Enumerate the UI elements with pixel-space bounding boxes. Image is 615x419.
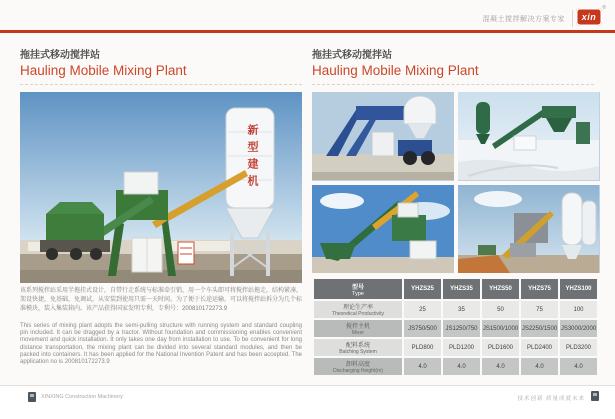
spec-cell: 4.0 bbox=[443, 358, 480, 375]
photo-gray-plant-silos bbox=[458, 185, 600, 274]
footer-company-name: XINXING Construction Machinery bbox=[41, 394, 123, 400]
brand-logo bbox=[576, 8, 602, 26]
spec-row-label: 搅拌主机 Mixer bbox=[314, 320, 402, 337]
spec-header-model: YHZS35 bbox=[443, 279, 480, 299]
spec-cell: 4.0 bbox=[560, 358, 597, 375]
spec-row-label: 理论生产率 Theoretical Productivity bbox=[314, 301, 402, 318]
spec-row-label: 卸料高度 Discharging Height(m) bbox=[314, 358, 402, 375]
spec-header-row bbox=[314, 279, 597, 299]
footer-logo-icon-left bbox=[28, 392, 36, 402]
right-title-english: Hauling Mobile Mixing Plant bbox=[312, 63, 479, 78]
left-title-english: Hauling Mobile Mixing Plant bbox=[20, 63, 187, 78]
spec-cell: PLD3200 bbox=[560, 339, 597, 356]
spec-cell: PLD2400 bbox=[521, 339, 558, 356]
photo-green-plant-snow bbox=[458, 92, 600, 181]
spec-row bbox=[314, 358, 597, 375]
accent-rule bbox=[0, 30, 615, 33]
spec-cell: 100 bbox=[560, 301, 597, 318]
spec-cell: JS1500/1000 bbox=[482, 320, 519, 337]
spec-header-model: YHZS25 bbox=[404, 279, 441, 299]
photo-blue-plant bbox=[312, 92, 454, 181]
spec-header-model: YHZS100 bbox=[560, 279, 597, 299]
spec-cell: 75 bbox=[521, 301, 558, 318]
spec-header-model: YHZS50 bbox=[482, 279, 519, 299]
header-divider bbox=[572, 10, 573, 27]
left-title-chinese: 拖挂式移动搅拌站 bbox=[20, 50, 100, 61]
description-english: This series of mixing plant adopts the semi-pulling structure with running system and standard coupling pin included. It can be dragged by a tractor. Without foundation and commissioning enables convenient movement and quick installation. It only takes one day from installation to use. To be convenient for long distance transportation, the mixing plant can be divided into several standard modules, and then be packed into containers. It has been applied for the National Invention Patent and has been accepted. The application no is 200810172273.9 bbox=[20, 323, 302, 366]
brand-logo-text: xin bbox=[581, 12, 597, 22]
spec-cell: 4.0 bbox=[482, 358, 519, 375]
spec-cell: 25 bbox=[404, 301, 441, 318]
spec-cell: JS2250/1500 bbox=[521, 320, 558, 337]
photo-grid bbox=[312, 92, 600, 273]
spec-table bbox=[312, 277, 599, 377]
spec-row bbox=[314, 301, 597, 318]
right-title-chinese: 拖挂式移动搅拌站 bbox=[312, 50, 392, 61]
spec-cell: PLD1200 bbox=[443, 339, 480, 356]
spec-header-type: 型号 Type bbox=[314, 279, 402, 299]
registered-trademark-mark: ® bbox=[602, 5, 606, 11]
footer-logo-icon-right bbox=[591, 391, 599, 401]
description-chinese: 该系列搅拌站采用半拖挂式设计，自带行走系统与标准牵引销，用一个车头即可将搅拌站拖走，结构紧凑，架设快捷，免基础，免调试，从安装到使用只需一天时间。为了便于长途运输，可以将搅拌站拆分为几个标准模块，装入集装箱内。该产品获得国家发明专利，专利号：200810172273.9 bbox=[20, 288, 303, 312]
main-plant-photo bbox=[20, 92, 302, 283]
footer-slogan: 技术创新 质量成就未来 bbox=[517, 396, 585, 402]
left-page-title bbox=[20, 46, 302, 85]
spec-row-label: 配料系统 Batching System bbox=[314, 339, 402, 356]
footer bbox=[0, 385, 615, 419]
spec-row bbox=[314, 320, 597, 337]
spec-row bbox=[314, 339, 597, 356]
left-title-rule bbox=[20, 84, 302, 85]
spec-cell: 4.0 bbox=[521, 358, 558, 375]
silo-brand-text: 新型建机 bbox=[246, 124, 258, 192]
spec-header-model: YHZS75 bbox=[521, 279, 558, 299]
header-slogan: 混凝土搅拌解决方案专家 bbox=[482, 16, 565, 23]
spec-cell: 50 bbox=[482, 301, 519, 318]
right-title-rule bbox=[312, 84, 594, 85]
photo-green-yellow-plant bbox=[312, 185, 454, 274]
spec-cell: PLD1600 bbox=[482, 339, 519, 356]
spec-cell: JS3000/2000 bbox=[560, 320, 597, 337]
right-page-title bbox=[312, 46, 594, 85]
spec-cell: JS750/500 bbox=[404, 320, 441, 337]
spec-cell: JS1250/750 bbox=[443, 320, 480, 337]
spec-cell: 4.0 bbox=[404, 358, 441, 375]
spec-cell: 35 bbox=[443, 301, 480, 318]
spec-cell: PLD800 bbox=[404, 339, 441, 356]
